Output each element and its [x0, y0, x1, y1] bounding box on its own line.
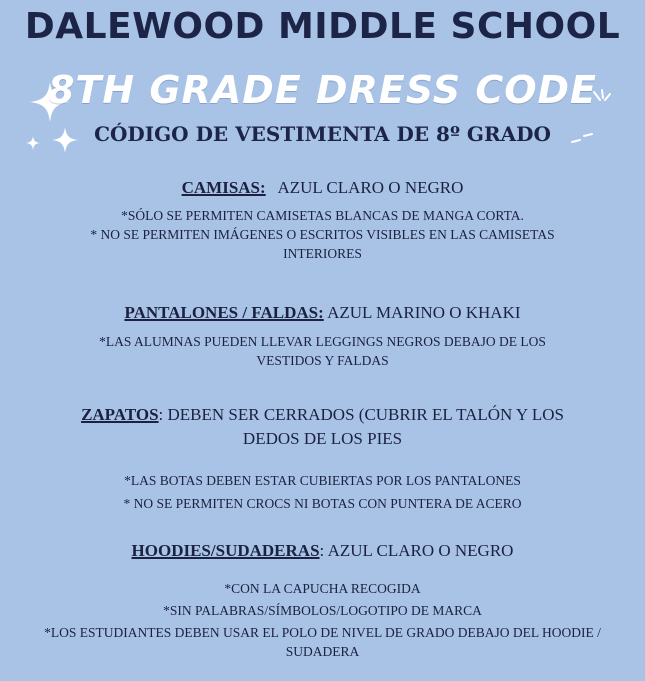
camisas-note: INTERIORES — [283, 246, 362, 261]
camisas-value: AZUL CLARO O NEGRO — [277, 178, 464, 197]
camisas-note: *SÓLO SE PERMITEN CAMISETAS BLANCAS DE MANGA CORTA. — [121, 208, 524, 223]
hoodies-note: SUDADERA — [285, 644, 360, 659]
dress-code-title-spanish: CÓDIGO DE VESTIMENTA DE 8º GRADO — [94, 122, 551, 146]
zapatos-note: *LAS BOTAS DEBEN ESTAR CUBIERTAS POR LOS PANTALONES — [124, 473, 521, 488]
hoodies-note: *SIN PALABRAS/SÍMBOLOS/LOGOTIPO DE MARCA — [163, 603, 482, 618]
dress-code-title: 8TH GRADE DRESS CODE — [47, 68, 598, 112]
pantalones-value: AZUL MARINO O KHAKI — [327, 303, 521, 322]
school-name: DALEWOOD MIDDLE SCHOOL — [24, 6, 621, 47]
section-camisas — [0, 177, 645, 263]
zapatos-note: * NO SE PERMITEN CROCS NI BOTAS CON PUNTERA DE ACERO — [123, 496, 522, 511]
zapatos-value-line2: DEDOS DE LOS PIES — [242, 429, 403, 448]
camisas-label: CAMISAS: — [181, 178, 266, 197]
section-zapatos — [0, 404, 645, 513]
section-pantalones — [0, 302, 645, 370]
section-hoodies — [0, 540, 645, 661]
camisas-note: * NO SE PERMITEN IMÁGENES O ESCRITOS VISIBLES EN LAS CAMISETAS — [90, 227, 555, 242]
hoodies-label: HOODIES/SUDADERAS — [131, 541, 320, 560]
pantalones-label: PANTALONES / FALDAS: — [124, 303, 324, 322]
hoodies-note: *CON LA CAPUCHA RECOGIDA — [224, 581, 421, 596]
hoodies-value: : AZUL CLARO O NEGRO — [319, 541, 514, 560]
pantalones-note: VESTIDOS Y FALDAS — [256, 353, 389, 368]
hoodies-note: *LOS ESTUDIANTES DEBEN USAR EL POLO DE NIVEL DE GRADO DEBAJO DEL HOODIE / — [44, 625, 601, 640]
zapatos-label: ZAPATOS — [81, 405, 159, 424]
pantalones-note: *LAS ALUMNAS PUEDEN LLEVAR LEGGINGS NEGROS DEBAJO DE LOS — [99, 334, 546, 349]
zapatos-value: : DEBEN SER CERRADOS (CUBRIR EL TALÓN Y LOS — [158, 405, 564, 424]
